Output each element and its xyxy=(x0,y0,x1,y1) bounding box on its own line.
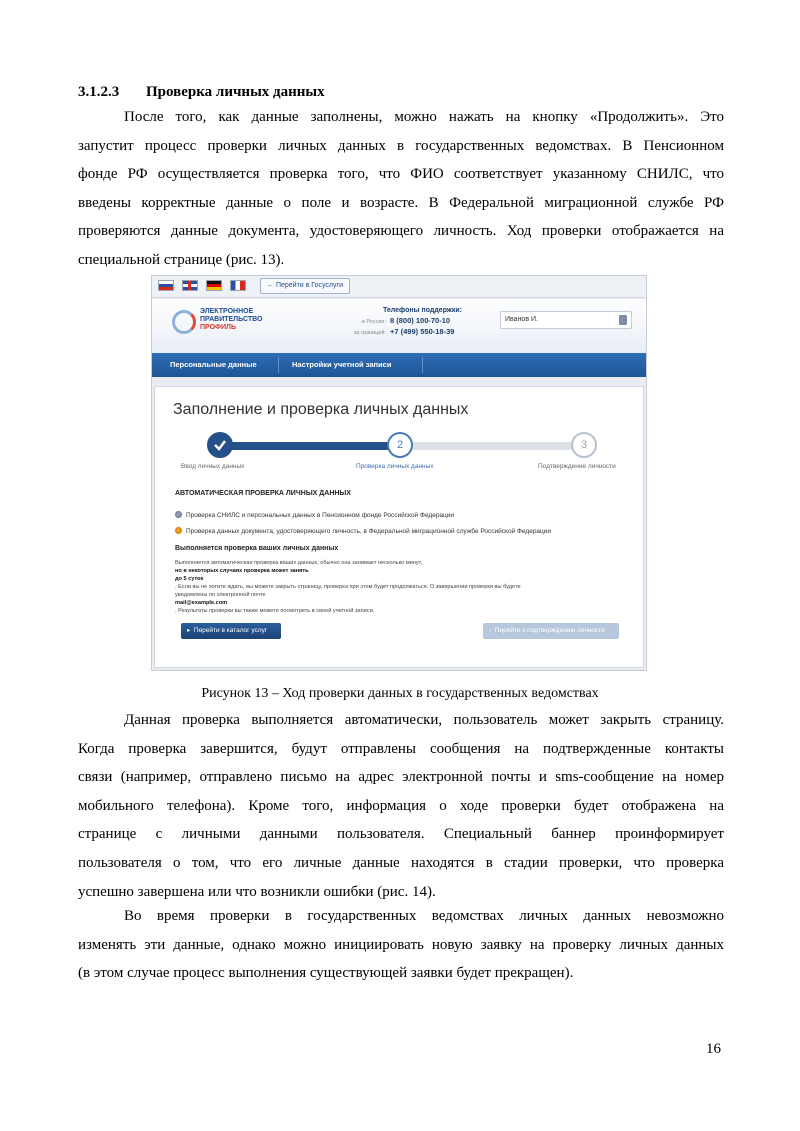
progress-text-bold: до 5 суток xyxy=(175,576,204,582)
text-line: фонде РФ осуществляется проверка того, что ФИО соответствует указанному СНИЛС, что xyxy=(78,166,724,183)
nav-account-settings[interactable]: Настройки учетной записи xyxy=(292,360,392,369)
paragraph-intro xyxy=(78,103,724,275)
progress-text: . Результаты проверки вы также можете посмотреть в своей учетной записи. xyxy=(175,608,375,614)
support-phones xyxy=(338,306,462,339)
support-title: Телефоны поддержки: xyxy=(382,307,462,314)
logo-icon xyxy=(172,310,196,334)
user-name: Иванов И. xyxy=(505,316,538,323)
check-item xyxy=(175,527,551,535)
text-line: специальной странице (рис. 13). xyxy=(78,251,285,268)
progress-text-bold: но в некоторых случаях проверка может занять xyxy=(175,568,309,574)
text-line: Данная проверка выполняется автоматически, пользователь может закрыть страницу. xyxy=(124,712,724,728)
chevron-right-icon: › xyxy=(489,627,492,634)
text-line: пользователя о том, что его личные данные находятся в стадии проверки, что проверка xyxy=(78,854,724,871)
auto-check-title: АВТОМАТИЧЕСКАЯ ПРОВЕРКА ЛИЧНЫХ ДАННЫХ xyxy=(175,490,351,497)
text-line: запустит процесс проверки личных данных в государственных ведомствах. В Пенсионном xyxy=(78,137,724,154)
section-number: 3.1.2.3 xyxy=(78,84,120,100)
section-title: Проверка личных данных xyxy=(146,84,325,100)
support-phone: 8 (800) 100-70-10 xyxy=(390,315,451,325)
text-line: После того, как данные заполнены, можно нажать на кнопку «Продолжить». Это xyxy=(124,109,724,125)
progress-text: Выполняется автоматическая проверка ваших данных, обычно она занимает несколько минут, xyxy=(175,560,423,566)
main-nav xyxy=(152,353,646,377)
step-label: Подтверждение личности xyxy=(538,463,616,470)
nav-divider xyxy=(278,357,279,373)
support-label: в России: xyxy=(361,318,386,325)
support-label: за границей: xyxy=(353,330,386,336)
progress-description xyxy=(175,559,615,615)
progress-text: уведомлены по электронной почте xyxy=(175,592,266,598)
paragraph-restrictions xyxy=(78,902,724,988)
check-text: Проверка данных документа, удостоверяющего личность, в Федеральной миграционной службе Российской Федерации xyxy=(186,528,552,535)
nav-personal-data[interactable]: Персональные данные xyxy=(170,360,257,369)
check-item xyxy=(175,511,454,519)
flag-uk-icon[interactable] xyxy=(182,280,198,291)
flag-fr-icon[interactable] xyxy=(230,280,246,291)
step-label: Проверка личных данных xyxy=(356,463,434,470)
text-line: успешно завершена или что возникли ошибки (рис. 14). xyxy=(78,883,436,900)
logo-line: ПРОФИЛЬ xyxy=(200,324,237,331)
step-1-done xyxy=(207,432,233,458)
text-line: введены корректные данные о поле и возрасте. В Федеральной миграционной службе РФ xyxy=(78,194,724,211)
flag-de-icon[interactable] xyxy=(206,280,222,291)
card-title: Заполнение и проверка личных данных xyxy=(173,401,469,418)
text-line: проверяются данные документа, удостоверяющего личность. Ход проверки отображается на xyxy=(78,223,724,240)
button-label: Перейти в каталог услуг xyxy=(193,627,268,634)
text-line: связи (например, отправлено письмо на адрес электронной почты и sms-сообщение на номер xyxy=(78,769,724,786)
text-line: странице с личными данными пользователя. Специальный баннер проинформирует xyxy=(78,826,724,843)
text-line: Во время проверки в государственных ведомствах личных данных невозможно xyxy=(124,908,724,924)
checkmark-icon xyxy=(213,438,227,452)
text-line: изменять эти данные, однако можно инициировать новую заявку на проверку личных данных xyxy=(78,936,724,953)
support-phone: +7 (499) 550-18-39 xyxy=(390,327,455,336)
step-3-pending: 3 xyxy=(571,432,597,458)
verification-card xyxy=(154,386,644,668)
exit-icon[interactable] xyxy=(619,315,627,325)
check-text: Проверка СНИЛС и персональных данных в Пенсионном фонде Российской Федерации xyxy=(186,512,455,519)
page-number: 16 xyxy=(706,1041,721,1057)
step-label: Ввод личных данных xyxy=(181,463,245,470)
progress-text: . Если вы не хотите ждать, вы можете закрыть страницу, проверка при этом будет продолжаться. О завершении проверки вы будете xyxy=(175,584,521,590)
flag-ru-icon[interactable] xyxy=(158,280,174,291)
arrow-right-icon: ▸ xyxy=(187,627,191,634)
progress-title: Выполняется проверка ваших личных данных xyxy=(175,545,339,552)
figure-screenshot xyxy=(151,275,647,671)
paragraph-auto-check xyxy=(78,706,724,906)
logo-line: ЭЛЕКТРОННОЕ xyxy=(200,308,254,315)
step-2-current: 2 xyxy=(387,432,413,458)
language-bar xyxy=(152,276,646,298)
figure-caption: Рисунок 13 – Ход проверки данных в государственных ведомствах xyxy=(201,686,599,701)
in-progress-icon xyxy=(175,511,182,518)
button-label: Перейти к подтверждению личности xyxy=(494,627,605,634)
nav-divider xyxy=(422,357,423,373)
logo[interactable] xyxy=(200,308,262,332)
text-line: (в этом случае процесс выполнения существующей заявки будет прекращен). xyxy=(78,965,574,982)
stepper-progress xyxy=(217,442,402,450)
warning-icon xyxy=(175,527,182,534)
section-heading xyxy=(78,84,325,101)
user-menu[interactable] xyxy=(500,311,632,329)
email-address: mail@example.com xyxy=(175,600,228,606)
text-line: Когда проверка завершится, будут отправлены сообщения на подтвержденные контакты xyxy=(78,740,724,757)
text-line: мобильного телефона). Кроме того, информация о ходе проверки будет отображена на xyxy=(78,797,724,814)
catalog-button[interactable] xyxy=(181,623,281,639)
logo-line: ПРАВИТЕЛЬСТВО xyxy=(200,316,263,323)
confirm-identity-button[interactable] xyxy=(483,623,619,639)
goto-gosuslugi-button[interactable]: ← Перейти в Госуслуги xyxy=(260,278,350,294)
